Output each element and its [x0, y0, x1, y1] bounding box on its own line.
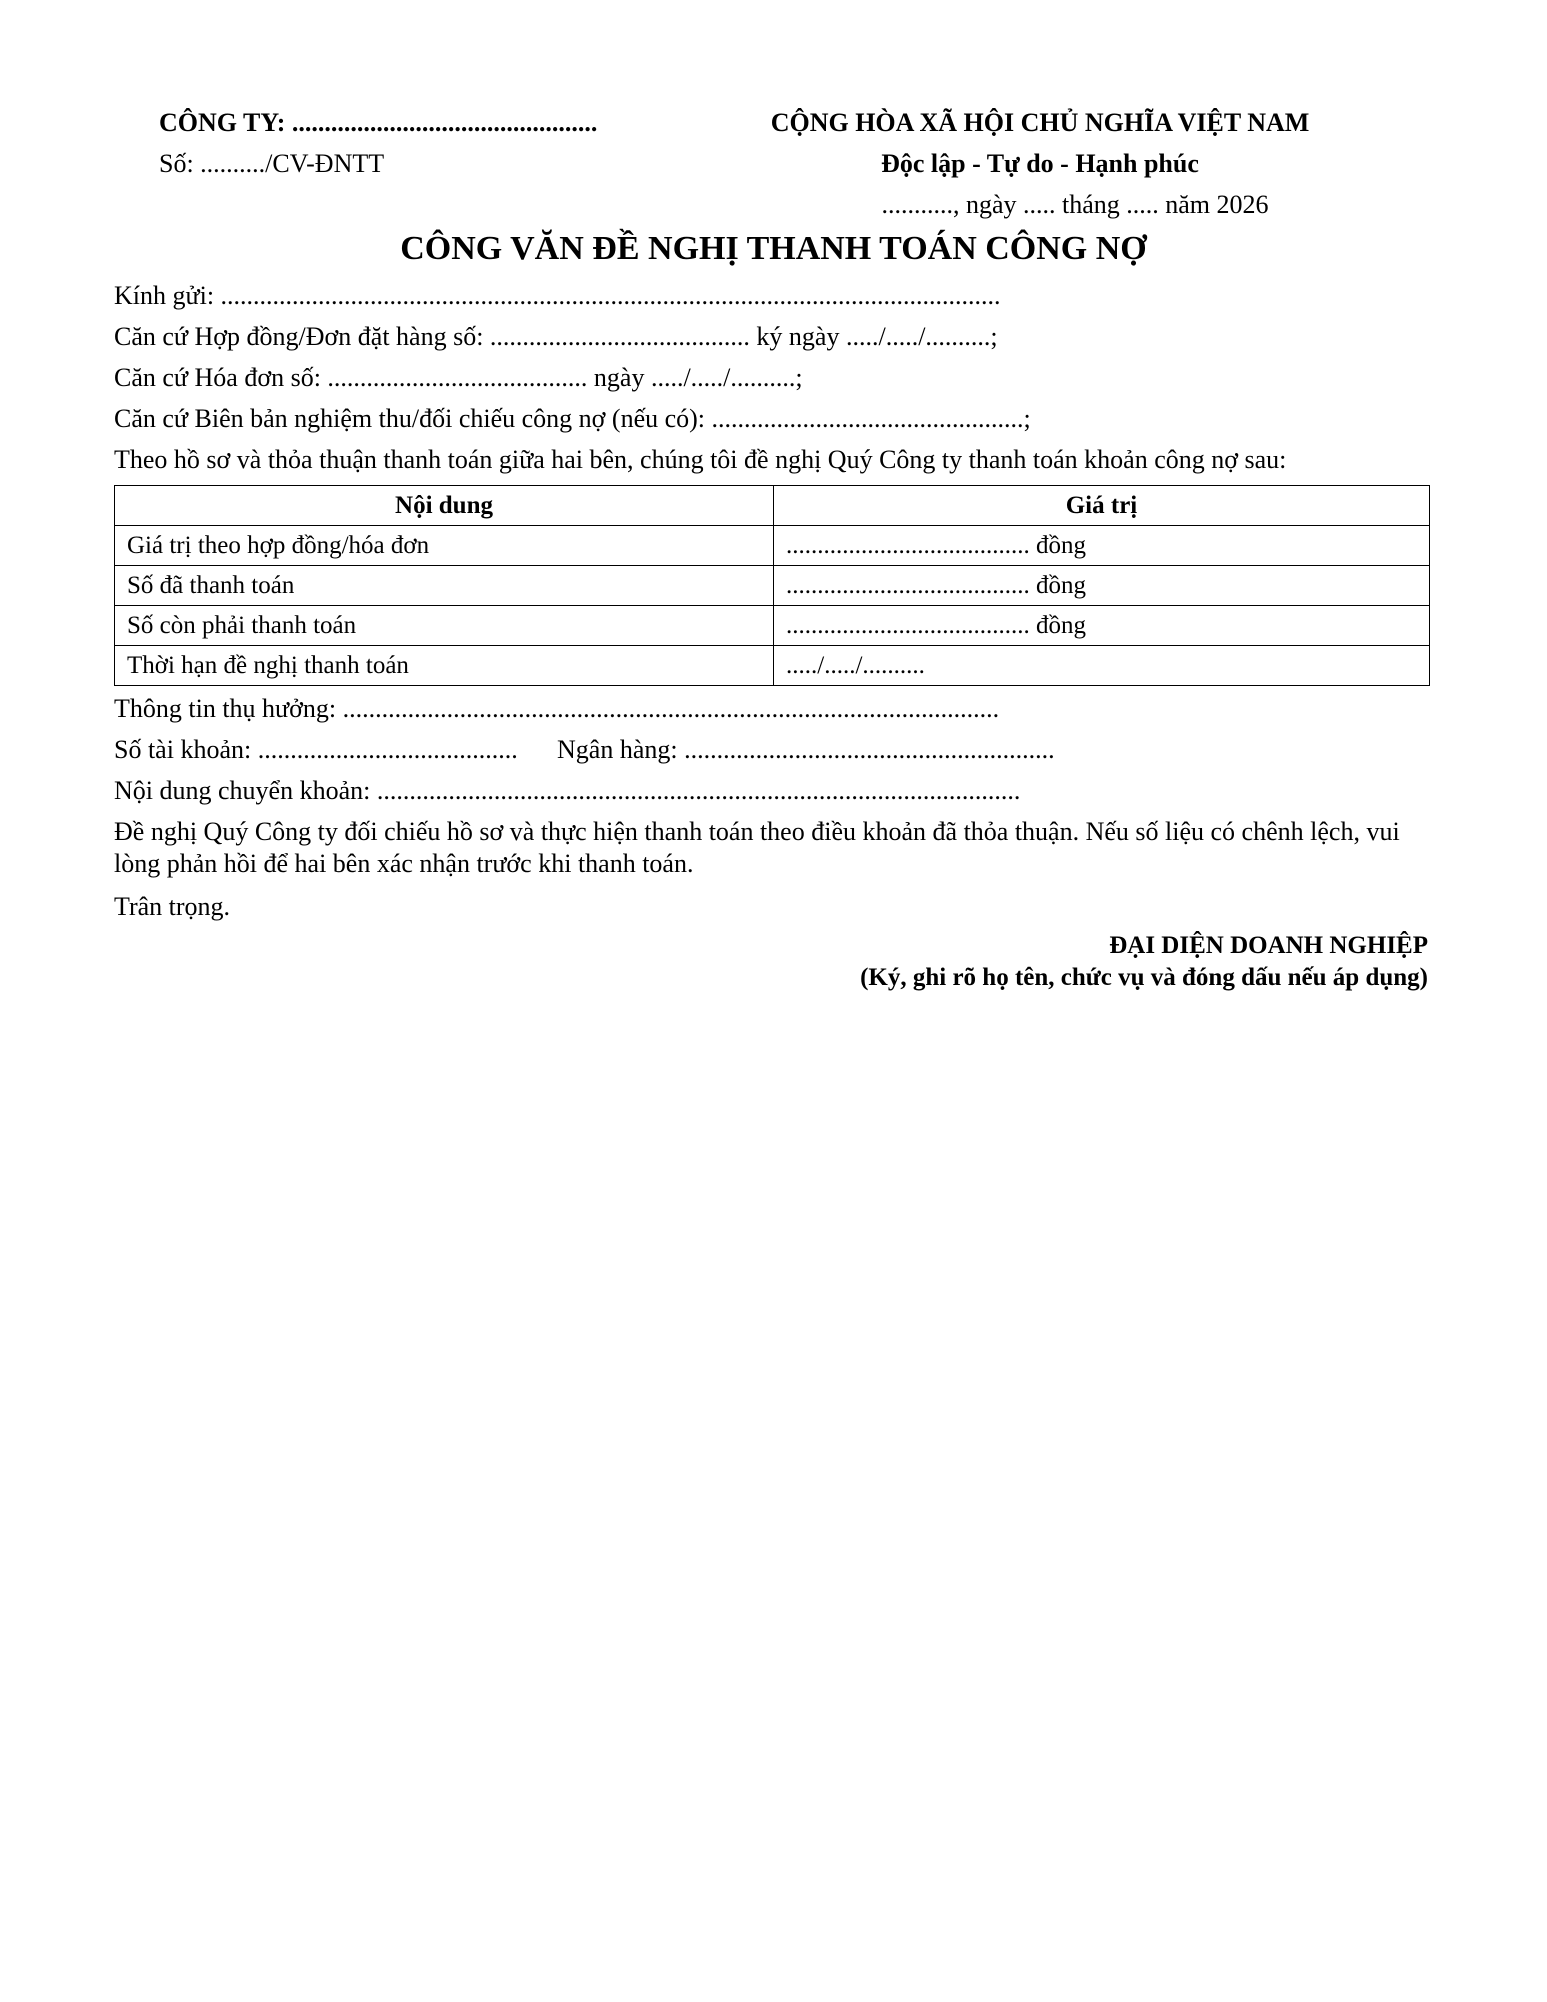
column-header-value: Giá trị	[774, 486, 1430, 526]
company-label: CÔNG TY: ...............................................	[159, 108, 598, 137]
column-header-content: Nội dung	[115, 486, 774, 526]
table-header-row	[115, 486, 1430, 526]
row-label: Số đã thanh toán	[115, 566, 774, 606]
row-value: ....................................... đồng	[774, 526, 1430, 566]
table-row	[115, 526, 1430, 566]
row-value: ....................................... đồng	[774, 566, 1430, 606]
recipient-line: Kính gửi: ........................................................................................................................	[114, 281, 1001, 310]
closing-request: Đề nghị Quý Công ty đối chiếu hồ sơ và thực hiện thanh toán theo điều khoản đã thỏa thuận. Nếu số liệu có chênh lệch, vui lòng phản hồi để hai bên xác nhận trước khi thanh toán.	[114, 817, 1400, 878]
intro-line: Theo hồ sơ và thỏa thuận thanh toán giữa hai bên, chúng tôi đề nghị Quý Công ty thanh toán khoản công nợ sau:	[114, 445, 1287, 474]
row-value: ...../...../..........	[774, 646, 1430, 686]
country-name: CỘNG HÒA XÃ HỘI CHỦ NGHĨA VIỆT NAM	[770, 108, 1310, 137]
regards-line: Trân trọng.	[114, 892, 231, 921]
row-value: ....................................... đồng	[774, 606, 1430, 646]
row-label: Thời hạn đề nghị thanh toán	[115, 646, 774, 686]
document-title: CÔNG VĂN ĐỀ NGHỊ THANH TOÁN CÔNG NỢ	[400, 230, 1147, 267]
basis-minutes-line: Căn cứ Biên bản nghiệm thu/đối chiếu công nợ (nếu có): ................................................;	[114, 404, 1031, 433]
basis-contract-line: Căn cứ Hợp đồng/Đơn đặt hàng số: ........................................ ký ngày ...../...../..........;	[114, 322, 998, 351]
table-row	[115, 566, 1430, 606]
motto: Độc lập - Tự do - Hạnh phúc	[881, 149, 1199, 178]
row-label: Giá trị theo hợp đồng/hóa đơn	[115, 526, 774, 566]
doc-number: Số: ........../CV-ĐNTT	[159, 149, 385, 178]
account-number-line: Số tài khoản: ........................................	[114, 735, 518, 764]
date-line: ..........., ngày ..... tháng ..... năm 2026	[881, 190, 1269, 219]
bank-line: Ngân hàng: .........................................................	[557, 735, 1055, 764]
transfer-content-line: Nội dung chuyển khoản: ...................................................................................................	[114, 776, 1021, 805]
signature-note: (Ký, ghi rõ họ tên, chức vụ và đóng dấu nếu áp dụng)	[860, 964, 1428, 991]
beneficiary-line: Thông tin thụ hưởng: .....................................................................................................	[114, 694, 1000, 723]
debt-table	[114, 485, 1430, 686]
basis-invoice-line: Căn cứ Hóa đơn số: ........................................ ngày ...../...../..........;	[114, 363, 803, 392]
table-row	[115, 646, 1430, 686]
table-row	[115, 606, 1430, 646]
signature-title: ĐẠI DIỆN DOANH NGHIỆP	[1109, 932, 1428, 959]
row-label: Số còn phải thanh toán	[115, 606, 774, 646]
